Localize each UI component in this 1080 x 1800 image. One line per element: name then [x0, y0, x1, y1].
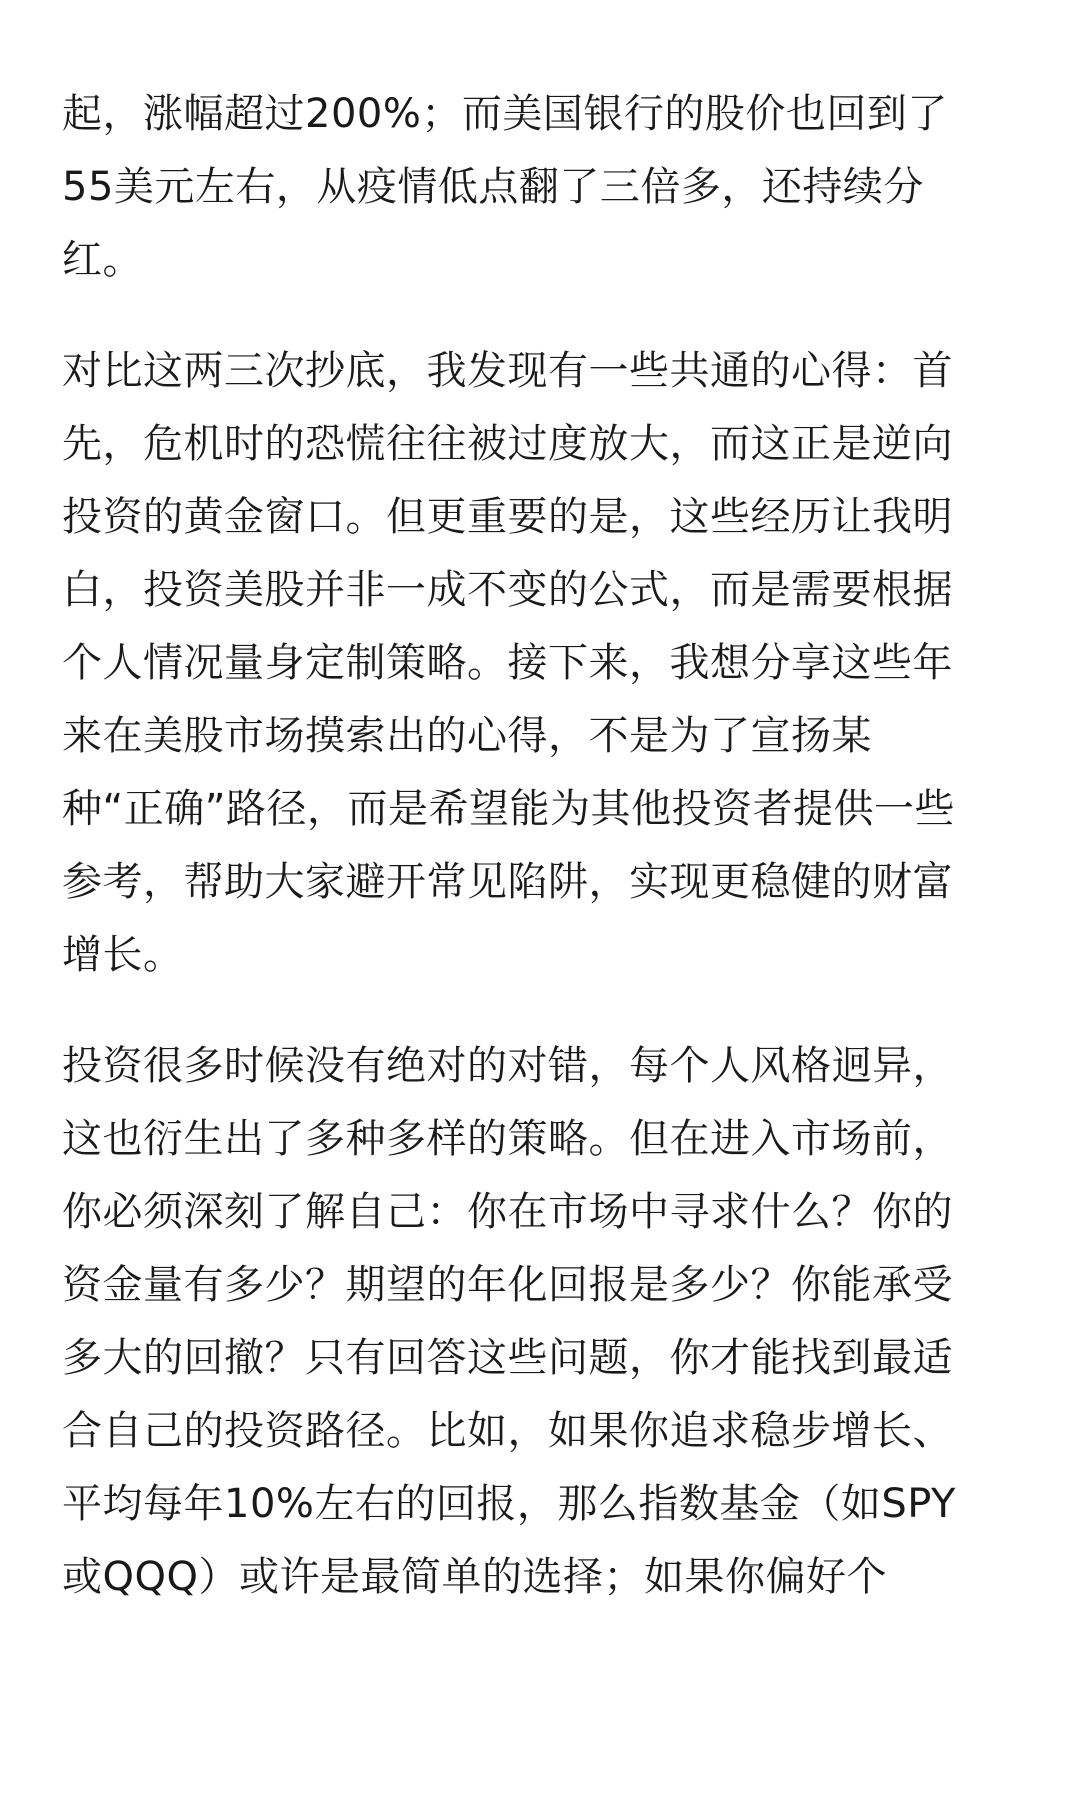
article-body [62, 78, 1022, 1652]
text-line: 投资的黄金窗口。但更重要的是，这些经历让我明 [62, 494, 953, 540]
text-line: 增长。 [62, 932, 184, 978]
paragraph-1 [62, 78, 1022, 297]
text-line: 或QQQ）或许是最简单的选择；如果你偏好个 [62, 1554, 887, 1600]
text-line: 参考，帮助大家避开常见陷阱，实现更稳健的财富 [62, 859, 953, 905]
paragraph-2 [62, 335, 1022, 992]
paragraph-3 [62, 1030, 1022, 1614]
text-line: 对比这两三次抄底，我发现有一些共通的心得：首 [62, 348, 953, 394]
text-line: 平均每年10%左右的回报，那么指数基金（如SPY [62, 1481, 956, 1527]
text-line: 投资很多时候没有绝对的对错，每个人风格迥异， [62, 1043, 953, 1089]
text-line: 来在美股市场摸索出的心得，不是为了宣扬某 [62, 713, 872, 759]
text-line: 这也衍生出了多种多样的策略。但在进入市场前， [62, 1116, 953, 1162]
text-line: 个人情况量身定制策略。接下来，我想分享这些年 [62, 640, 953, 686]
text-line: 你必须深刻了解自己：你在市场中寻求什么？你的 [62, 1189, 953, 1235]
text-line: 合自己的投资路径。比如，如果你追求稳步增长、 [62, 1408, 953, 1454]
text-line: 55美元左右，从疫情低点翻了三倍多，还持续分 [62, 164, 924, 210]
text-line: 先，危机时的恐慌往往被过度放大，而这正是逆向 [62, 421, 953, 467]
text-line: 红。 [62, 237, 143, 283]
text-line: 起，涨幅超过200%；而美国银行的股价也回到了 [62, 91, 948, 137]
text-line: 白，投资美股并非一成不变的公式，而是需要根据 [62, 567, 953, 613]
text-line: 种“正确”路径，而是希望能为其他投资者提供一些 [62, 786, 955, 832]
text-line: 资金量有多少？期望的年化回报是多少？你能承受 [62, 1262, 953, 1308]
text-line: 多大的回撤？只有回答这些问题，你才能找到最适 [62, 1335, 953, 1381]
